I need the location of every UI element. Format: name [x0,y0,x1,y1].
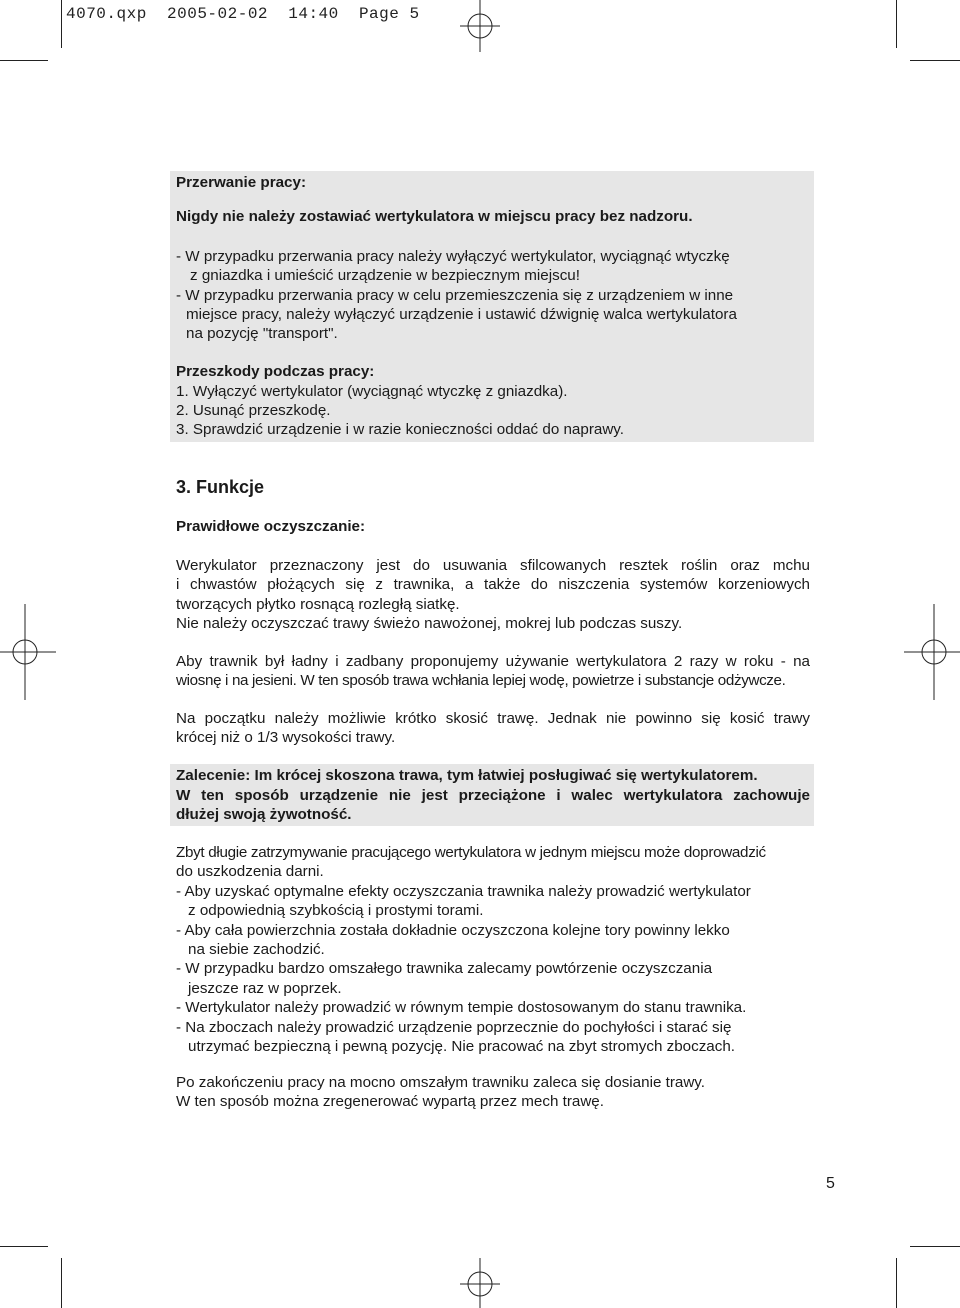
paragraph-line: - Wertykulator należy prowadzić w równym tempie dostosowanym do stanu trawnika. [176,999,747,1017]
paragraph-frequency [176,652,810,691]
registration-mark-bottom-icon [456,1258,504,1308]
printer-slug [66,5,420,23]
registration-mark-left-icon [0,604,56,700]
registration-mark-top-icon [456,0,504,52]
paragraph-line: jeszcze raz w poprzek. [188,979,342,997]
interruption-line-1: - W przypadku przerwania pracy należy wyłączyć wertykulator, wyciągnąć wtyczkę [176,248,730,265]
slug-time: 14:40 [288,5,339,23]
page-number: 5 [826,1175,835,1192]
obstacles-step-2: 2. Usunąć przeszkodę. [176,402,331,419]
paragraph-line: Zbyt długie zatrzymywanie pracującego wertykulatora w jednym miejscu może doprowadzić [176,844,766,861]
interruption-box [170,171,814,442]
paragraph-line: z odpowiednią szybkością i prostymi torami. [188,902,484,920]
crop-mark-top-right-h [910,60,960,61]
interruption-line-5: na pozycję "transport". [186,325,338,342]
section-heading: 3. Funkcje [176,477,265,497]
paragraph-reseeding [176,1073,810,1112]
registration-mark-right-icon [904,604,960,700]
paragraph-line: - Aby cała powierzchnia została dokładnie oczyszczona kolejne tory powinny lekko [176,921,730,939]
recommendation-line: Zalecenie: Im krócej skoszona trawa, tym łatwiej posługiwać się wertykulatorem. [176,767,758,784]
paragraph-line: Nie należy oczyszczać trawy świeżo nawożonej, mokrej lub podczas suszy. [176,615,683,633]
recommendation-line: dłużej swoją żywotność. [176,806,352,823]
paragraph-line: utrzymać bezpieczną i pewną pozycję. Nie pracować na zbyt stromych zboczach. [188,1038,735,1056]
paragraph-line: Po zakończeniu pracy na mocno omszałym trawniku zaleca się dosianie trawy. [176,1074,705,1091]
crop-mark-bottom-left-v [61,1258,62,1308]
crop-mark-top-left-h [0,60,48,61]
slug-page: Page 5 [358,5,420,23]
paragraph-line: - Aby uzyskać optymalne efekty oczyszczania trawnika należy prowadzić wertykulator [176,882,751,900]
obstacles-step-3: 3. Sprawdzić urządzenie i w razie konieczności oddać do naprawy. [176,421,624,438]
obstacles-step-1: 1. Wyłączyć wertykulator (wyciągnąć wtyczkę z gniazdka). [176,383,568,400]
recommendation-box [170,764,814,826]
interruption-line-3: - W przypadku przerwania pracy w celu przemieszczenia się z urządzeniem w inne [176,287,734,304]
slug-date: 2005-02-02 [167,5,269,23]
interruption-title: Przerwanie pracy: [176,174,306,191]
paragraph-line: tworzących płytko rosnącą rozległą siatkę. [176,595,460,613]
paragraph-operation-tips [176,843,810,1056]
crop-mark-top-left-v [61,0,62,48]
interruption-line-4: miejsce pracy, należy wyłączyć urządzenie i ustawić dźwignię walca wertykulatora [186,306,737,323]
crop-mark-bottom-right-h [910,1246,960,1247]
slug-file: 4070.qxp [66,5,147,23]
crop-mark-bottom-left-h [0,1246,48,1247]
paragraph-line: krócej niż o 1/3 wysokości trawy. [176,729,396,747]
paragraph-line: W ten sposób można zregenerować wypartą przez mech trawę. [176,1093,604,1111]
paragraph-line: - Na zboczach należy prowadzić urządzenie poprzecznie do pochyłości i starać się [176,1018,732,1036]
interruption-line-2: z gniazdka i umieścić urządzenie w bezpiecznym miejscu! [190,267,580,284]
recommendation-line: W ten sposób urządzenie nie jest przeciążone i walec wertykulatora zachowuje [176,787,810,804]
paragraph-line: i chwastów płożących się z trawnika, a także do niszczenia systemów korzeniowych [176,576,810,594]
section-subheading: Prawidłowe oczyszczanie: [176,518,366,535]
obstacles-title: Przeszkody podczas pracy: [176,363,375,380]
paragraph-line: do uszkodzenia darni. [176,863,324,881]
paragraph-line: - W przypadku bardzo omszałego trawnika zalecamy powtórzenie oczyszczania [176,960,713,978]
interruption-warning: Nigdy nie należy zostawiać wertykulatora w miejscu pracy bez nadzoru. [176,208,693,225]
crop-mark-bottom-right-v [896,1258,897,1308]
paragraph-line: Na początku należy możliwie krótko skosić trawę. Jednak nie powinno się kosić trawy [176,710,810,727]
crop-mark-top-right-v [896,0,897,48]
paragraph-line: Werykulator przeznaczony jest do usuwania sfilcowanych resztek roślin oraz mchu [176,557,810,574]
paragraph-line: Aby trawnik był ładny i zadbany proponujemy używanie wertykulatora 2 razy w roku - na [176,653,810,670]
paragraph-line: wiosnę i na jesieni. W ten sposób trawa wchłania lepiej wodę, powietrze i substancje odżywcze. [176,672,786,690]
paragraph-mowing [176,709,810,748]
paragraph-line: na siebie zachodzić. [188,941,325,959]
paragraph-cleaning-purpose [176,556,810,634]
